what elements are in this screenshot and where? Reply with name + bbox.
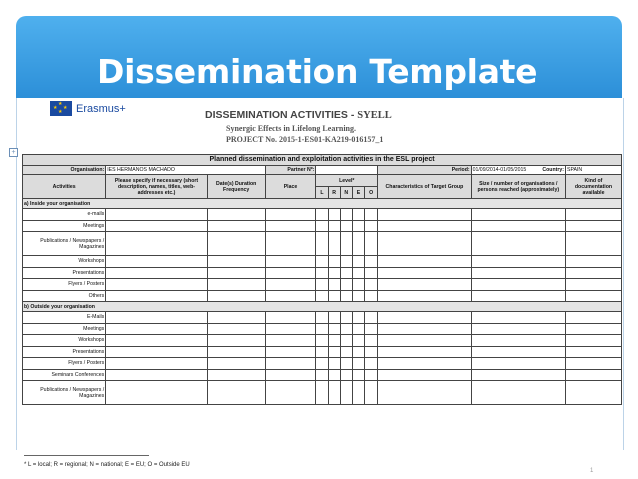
table-cell[interactable] <box>207 335 265 347</box>
table-cell[interactable] <box>265 290 316 302</box>
table-cell[interactable] <box>471 369 565 381</box>
table-cell[interactable] <box>352 323 364 335</box>
table-cell[interactable] <box>328 335 340 347</box>
table-cell[interactable] <box>378 232 471 256</box>
table-cell[interactable] <box>565 335 621 347</box>
table-cell[interactable] <box>207 267 265 279</box>
table-cell[interactable] <box>565 323 621 335</box>
table-cell[interactable] <box>207 232 265 256</box>
table-cell[interactable] <box>106 279 208 291</box>
table-cell[interactable] <box>471 312 565 324</box>
table-cell[interactable] <box>106 346 208 358</box>
table-cell[interactable] <box>365 323 378 335</box>
table-cell[interactable] <box>471 256 565 268</box>
table-cell[interactable] <box>471 346 565 358</box>
table-row <box>23 209 622 221</box>
table-cell[interactable] <box>328 267 340 279</box>
table-cell[interactable] <box>378 312 471 324</box>
table-cell[interactable] <box>471 209 565 221</box>
table-cell[interactable] <box>265 323 316 335</box>
table-cell[interactable] <box>316 290 328 302</box>
table-cell[interactable] <box>316 220 328 232</box>
table-cell[interactable] <box>365 346 378 358</box>
table-cell[interactable] <box>207 346 265 358</box>
table-cell[interactable] <box>265 312 316 324</box>
footnote-divider <box>24 455 149 456</box>
table-row <box>23 358 622 370</box>
table-cell[interactable] <box>316 267 328 279</box>
table-cell[interactable] <box>352 369 364 381</box>
table-row <box>23 232 622 256</box>
table-cell[interactable] <box>106 220 208 232</box>
table-row <box>23 312 622 324</box>
document-title: DISSEMINATION ACTIVITIES - SYELL <box>205 109 392 121</box>
activity-label: Workshops <box>23 256 106 268</box>
activity-label: Presentations <box>23 267 106 279</box>
table-cell[interactable] <box>471 290 565 302</box>
table-cell[interactable] <box>565 312 621 324</box>
col-characteristics: Characteristics of Target Group <box>378 175 471 199</box>
table-cell[interactable] <box>328 323 340 335</box>
table-cell[interactable] <box>365 369 378 381</box>
table-cell[interactable] <box>265 209 316 221</box>
activity-label: e-mails <box>23 209 106 221</box>
table-cell[interactable] <box>471 267 565 279</box>
table-cell[interactable] <box>207 369 265 381</box>
table-cell[interactable] <box>106 381 208 405</box>
section-outside-rows <box>23 312 622 405</box>
activity-label: Seminars Conferences <box>23 369 106 381</box>
level-r: R <box>328 187 340 199</box>
project-number: PROJECT No. 2015-1-ES01-KA219-016157_1 <box>226 135 384 144</box>
partner-label: Partner Nº: <box>265 166 316 175</box>
activity-label: Meetings <box>23 323 106 335</box>
table-cell[interactable] <box>328 346 340 358</box>
table-cell[interactable] <box>316 358 328 370</box>
table-cell[interactable] <box>565 358 621 370</box>
table-cell[interactable] <box>265 279 316 291</box>
table-cell[interactable] <box>316 323 328 335</box>
period-field[interactable]: 01/09/2014-01/05/2015 Country: <box>472 167 564 173</box>
page-number: 1 <box>590 468 594 474</box>
table-cell[interactable] <box>471 279 565 291</box>
table-cell[interactable] <box>471 335 565 347</box>
table-cell[interactable] <box>340 369 352 381</box>
section-inside-rows <box>23 209 622 302</box>
table-cell[interactable] <box>207 358 265 370</box>
table-row <box>23 256 622 268</box>
table-cell[interactable] <box>471 232 565 256</box>
table-cell[interactable] <box>352 232 364 256</box>
footnote: * L = local; R = regional; N = national; E = EU; O = Outside EU <box>24 462 190 468</box>
organisation-field[interactable]: IES HERMANOS MACHADO <box>106 166 265 175</box>
table-cell[interactable] <box>106 358 208 370</box>
table-cell[interactable] <box>565 220 621 232</box>
table-cell[interactable] <box>207 209 265 221</box>
table-cell[interactable] <box>106 267 208 279</box>
table-cell[interactable] <box>365 256 378 268</box>
table-cell[interactable] <box>352 267 364 279</box>
table-cell[interactable] <box>106 209 208 221</box>
table-cell[interactable] <box>378 209 471 221</box>
table-cell[interactable] <box>265 346 316 358</box>
country-label: Country: <box>542 167 564 173</box>
table-cell[interactable] <box>378 381 471 405</box>
table-cell[interactable] <box>365 290 378 302</box>
table-cell[interactable] <box>328 256 340 268</box>
table-cell[interactable] <box>207 381 265 405</box>
table-cell[interactable] <box>378 369 471 381</box>
table-cell[interactable] <box>207 312 265 324</box>
col-level: Level* <box>316 175 378 187</box>
erasmus-logo-text: Erasmus+ <box>76 103 126 115</box>
table-row <box>23 381 622 405</box>
table-cell[interactable] <box>378 290 471 302</box>
table-cell[interactable] <box>378 335 471 347</box>
table-cell[interactable] <box>265 232 316 256</box>
table-row <box>23 335 622 347</box>
table-cell[interactable] <box>265 358 316 370</box>
table-cell[interactable] <box>565 369 621 381</box>
level-l: L <box>316 187 328 199</box>
table-cell[interactable] <box>352 209 364 221</box>
table-cell[interactable] <box>565 232 621 256</box>
table-cell[interactable] <box>565 267 621 279</box>
country-field[interactable]: SPAIN <box>565 166 621 175</box>
activity-label: E-Mails <box>23 312 106 324</box>
table-cell[interactable] <box>106 335 208 347</box>
table-cell[interactable] <box>378 323 471 335</box>
dissemination-table <box>22 154 622 405</box>
slide-title: Dissemination Template <box>97 52 538 91</box>
table-cell[interactable] <box>352 290 364 302</box>
table-cell[interactable] <box>265 267 316 279</box>
table-cell[interactable] <box>365 232 378 256</box>
table-cell[interactable] <box>565 290 621 302</box>
table-row <box>23 369 622 381</box>
table-cell[interactable] <box>352 335 364 347</box>
table-cell[interactable] <box>340 256 352 268</box>
table-cell[interactable] <box>365 267 378 279</box>
col-kind: Kind of documentation available <box>565 175 621 199</box>
table-cell[interactable] <box>378 267 471 279</box>
table-cell[interactable] <box>378 346 471 358</box>
table-cell[interactable] <box>316 279 328 291</box>
table-cell[interactable] <box>565 279 621 291</box>
table-cell[interactable] <box>340 312 352 324</box>
level-e: E <box>352 187 364 199</box>
table-cell[interactable] <box>340 290 352 302</box>
col-date: Date(s) Duration Frequency <box>207 175 265 199</box>
table-cell[interactable] <box>207 256 265 268</box>
table-cell[interactable] <box>340 220 352 232</box>
table-cell[interactable] <box>328 209 340 221</box>
table-cell[interactable] <box>265 335 316 347</box>
table-cell[interactable] <box>328 290 340 302</box>
table-cell[interactable] <box>207 323 265 335</box>
table-cell[interactable] <box>106 323 208 335</box>
table-row <box>23 323 622 335</box>
section-outside-label: b) Outside your organisation <box>23 302 622 312</box>
table-cell[interactable] <box>106 369 208 381</box>
activity-label: Publications / Newspapers / Magazines <box>23 381 106 405</box>
table-cell[interactable] <box>316 232 328 256</box>
table-cell[interactable] <box>106 256 208 268</box>
table-cell[interactable] <box>565 209 621 221</box>
organisation-label: Organisation: <box>23 166 106 175</box>
table-row <box>23 267 622 279</box>
slide-title-banner <box>16 16 622 98</box>
table-cell[interactable] <box>565 256 621 268</box>
table-cell[interactable] <box>340 267 352 279</box>
table-cell[interactable] <box>265 381 316 405</box>
table-cell[interactable] <box>365 279 378 291</box>
table-cell[interactable] <box>352 256 364 268</box>
activity-label: Flyers / Posters <box>23 279 106 291</box>
table-cell[interactable] <box>365 220 378 232</box>
table-cell[interactable] <box>352 220 364 232</box>
col-size: Size / number of organisations / persons reached (approximately) <box>471 175 565 199</box>
table-cell[interactable] <box>106 312 208 324</box>
table-cell[interactable] <box>328 381 340 405</box>
table-row <box>23 279 622 291</box>
table-cell[interactable] <box>471 220 565 232</box>
section-inside-label: a) Inside your organisation <box>23 199 622 209</box>
activity-label: Others <box>23 290 106 302</box>
table-cell[interactable] <box>316 256 328 268</box>
table-cell[interactable] <box>378 358 471 370</box>
table-cell[interactable] <box>365 312 378 324</box>
table-cell[interactable] <box>352 279 364 291</box>
period-label: Period: <box>378 166 471 175</box>
table-cell[interactable] <box>328 279 340 291</box>
table-cell[interactable] <box>106 290 208 302</box>
table-cell[interactable] <box>316 209 328 221</box>
table-cell[interactable] <box>328 369 340 381</box>
col-specify: Please specify if necessary (short description, names, titles, web-addresses etc.) <box>106 175 208 199</box>
table-cell[interactable] <box>328 358 340 370</box>
table-cell[interactable] <box>265 369 316 381</box>
table-cell[interactable] <box>340 358 352 370</box>
activity-label: Publications / Newspapers / Magazines <box>23 232 106 256</box>
table-cell[interactable] <box>340 279 352 291</box>
table-cell[interactable] <box>471 381 565 405</box>
eu-flag-icon: ★ ★ ★ ★ <box>50 101 72 116</box>
table-cell[interactable] <box>340 346 352 358</box>
table-cell[interactable] <box>378 256 471 268</box>
form-banner: Planned dissemination and exploitation activities in the ESL project <box>23 155 622 166</box>
table-cell[interactable] <box>316 381 328 405</box>
table-row <box>23 346 622 358</box>
document-subtitle: Synergic Effects in Lifelong Learning. <box>226 124 356 133</box>
activity-label: Workshops <box>23 335 106 347</box>
table-row <box>23 290 622 302</box>
table-cell[interactable] <box>340 209 352 221</box>
table-row <box>23 220 622 232</box>
table-cell[interactable] <box>471 358 565 370</box>
table-cell[interactable] <box>340 381 352 405</box>
activity-label: Meetings <box>23 220 106 232</box>
table-cell[interactable] <box>328 232 340 256</box>
table-cell[interactable] <box>207 220 265 232</box>
table-cell[interactable] <box>565 346 621 358</box>
table-cell[interactable] <box>471 323 565 335</box>
table-cell[interactable] <box>207 290 265 302</box>
table-cell[interactable] <box>365 335 378 347</box>
table-cell[interactable] <box>352 346 364 358</box>
table-cell[interactable] <box>340 335 352 347</box>
col-activities: Activities <box>23 175 106 199</box>
table-cell[interactable] <box>265 220 316 232</box>
table-cell[interactable] <box>316 335 328 347</box>
table-cell[interactable] <box>340 323 352 335</box>
col-place: Place <box>265 175 316 199</box>
table-cell[interactable] <box>352 381 364 405</box>
table-cell[interactable] <box>316 346 328 358</box>
activity-label: Presentations <box>23 346 106 358</box>
table-cell[interactable] <box>378 220 471 232</box>
activity-label: Flyers / Posters <box>23 358 106 370</box>
table-cell[interactable] <box>106 232 208 256</box>
table-cell[interactable] <box>316 312 328 324</box>
expand-plus-icon[interactable]: + <box>9 148 18 157</box>
table-cell[interactable] <box>352 358 364 370</box>
table-cell[interactable] <box>340 232 352 256</box>
table-cell[interactable] <box>365 381 378 405</box>
level-n: N <box>340 187 352 199</box>
partner-field[interactable] <box>316 166 378 175</box>
level-o: O <box>365 187 378 199</box>
table-cell[interactable] <box>378 279 471 291</box>
table-cell[interactable] <box>328 312 340 324</box>
table-cell[interactable] <box>365 358 378 370</box>
table-cell[interactable] <box>316 369 328 381</box>
table-cell[interactable] <box>207 279 265 291</box>
table-cell[interactable] <box>365 209 378 221</box>
table-cell[interactable] <box>265 256 316 268</box>
table-cell[interactable] <box>328 220 340 232</box>
table-cell[interactable] <box>565 381 621 405</box>
table-cell[interactable] <box>352 312 364 324</box>
